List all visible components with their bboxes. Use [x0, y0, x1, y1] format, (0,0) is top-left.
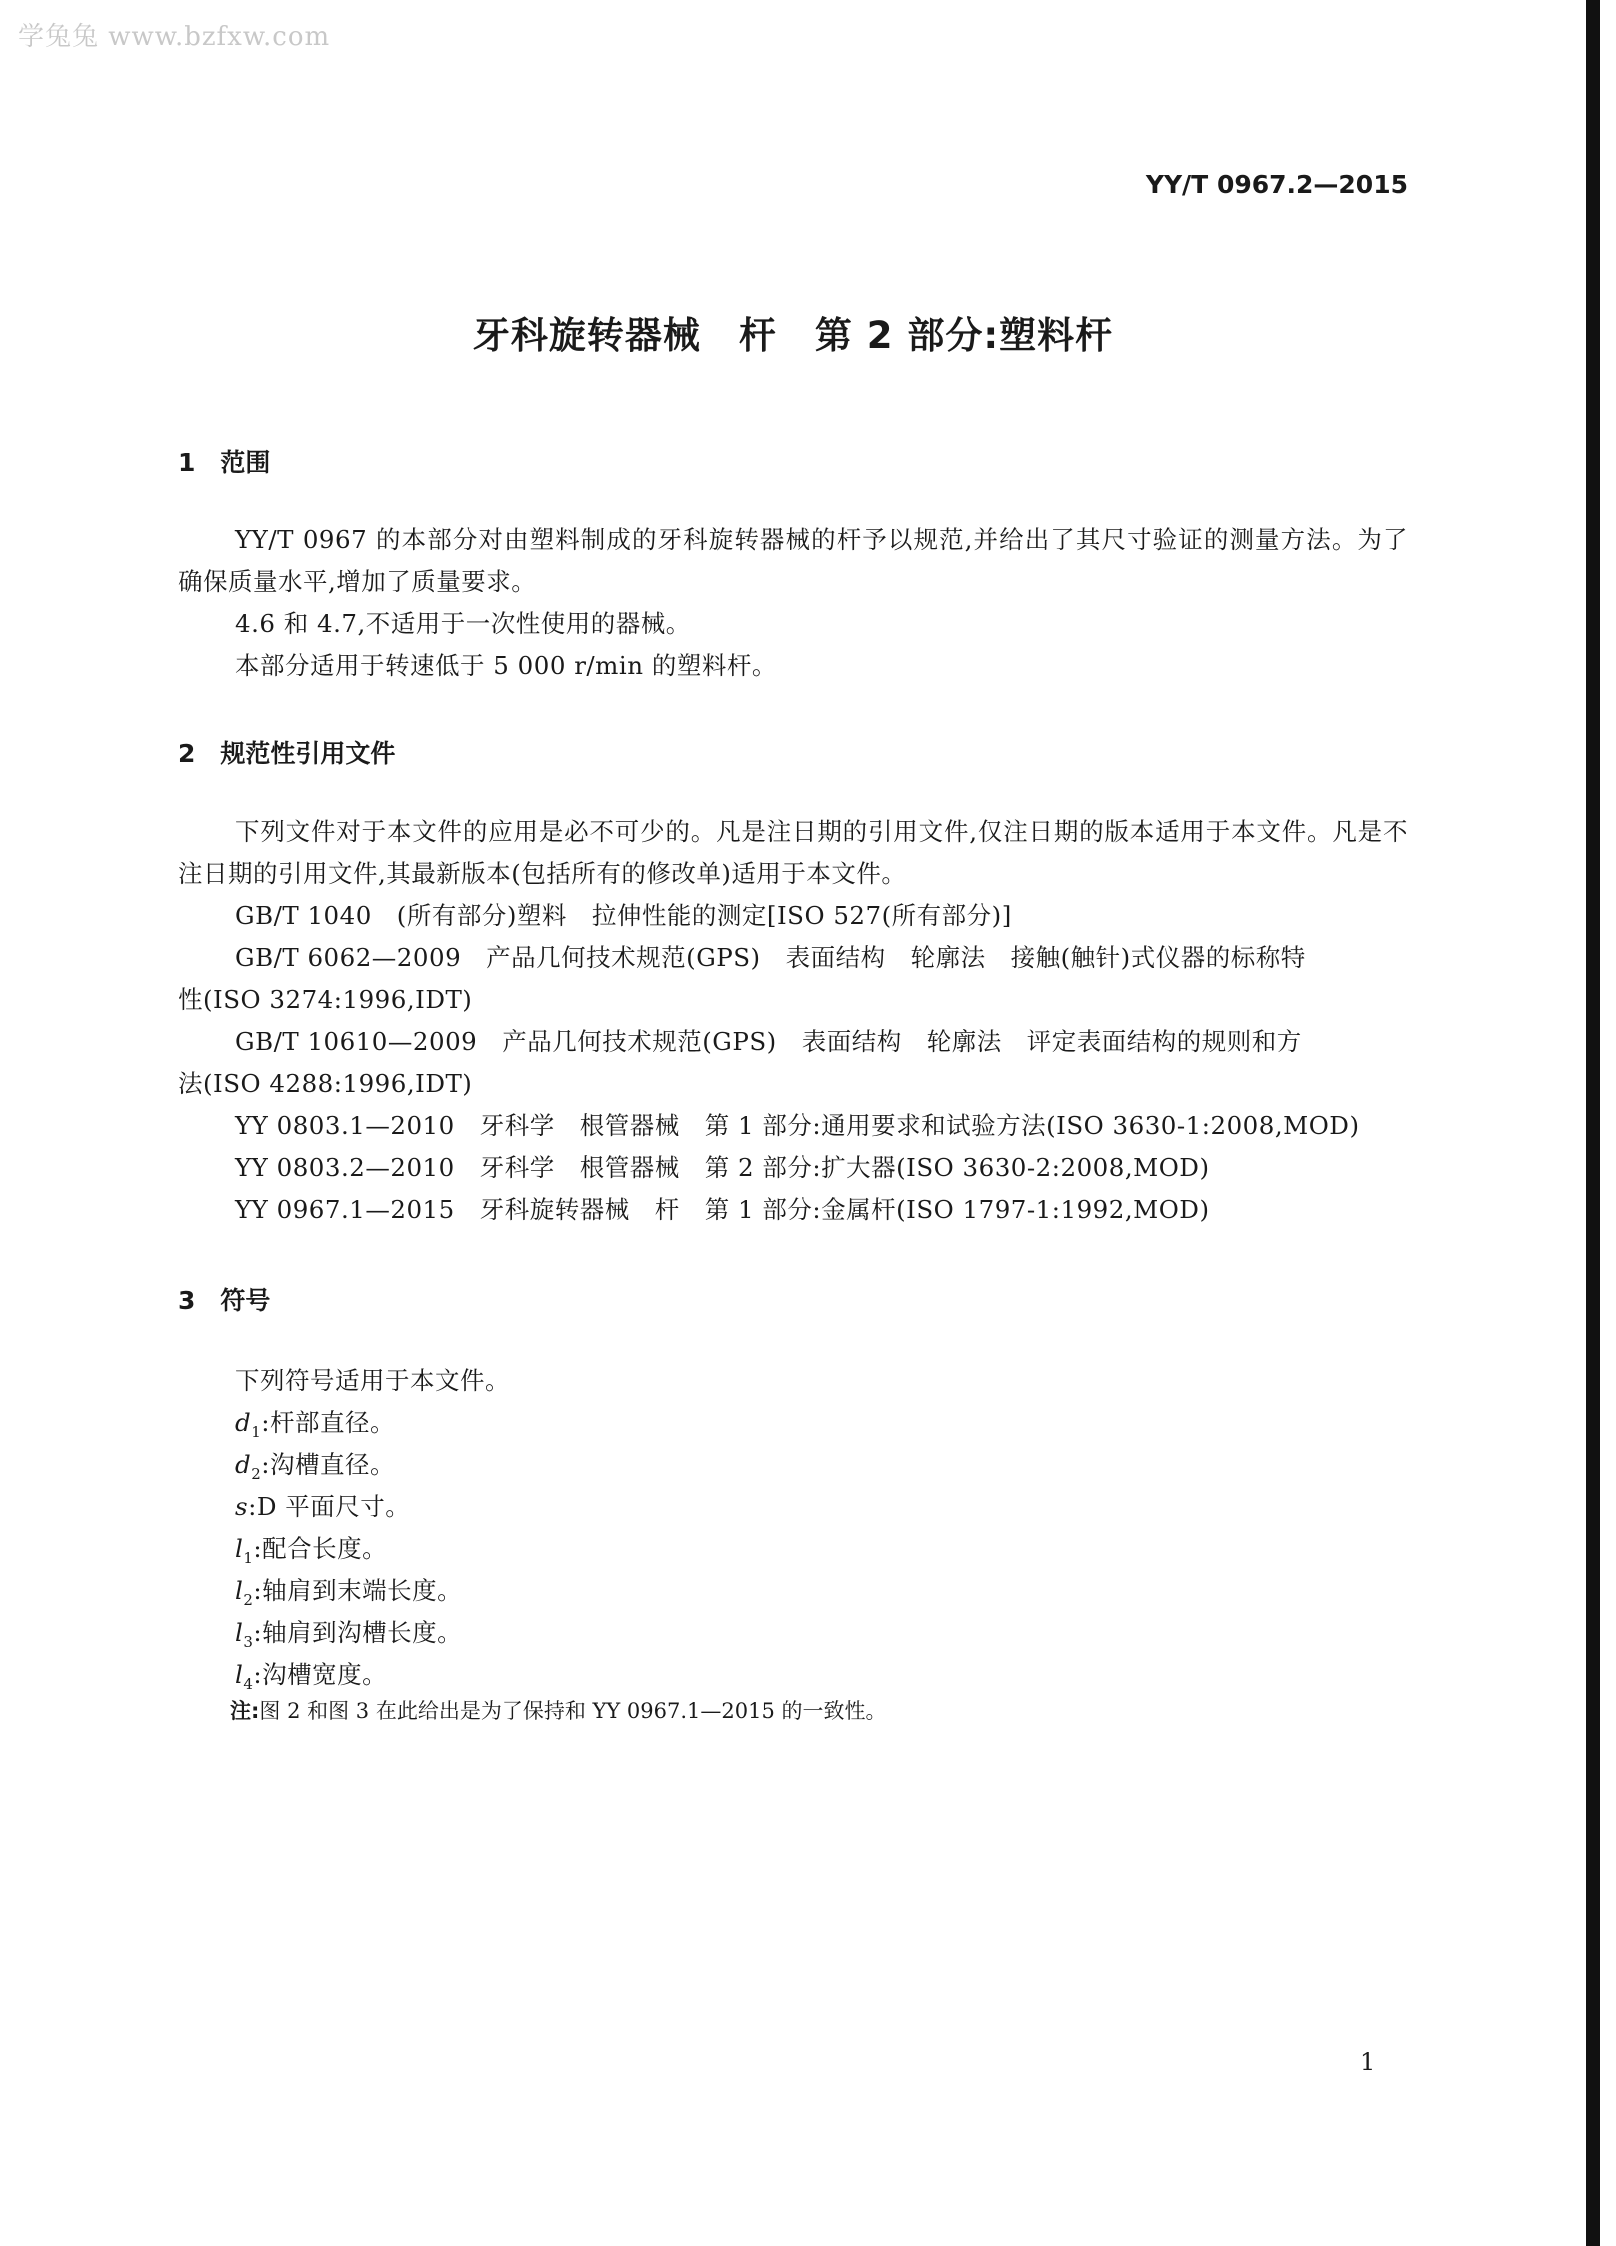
reference-entry-continuation: 性(ISO 3274:1996,IDT) — [178, 985, 473, 1014]
section-title: 符号 — [220, 1286, 271, 1315]
symbol: $l_4$ — [235, 1660, 254, 1693]
section-3-heading — [178, 1281, 270, 1317]
section-1-paragraph: YY/T 0967 的本部分对由塑料制成的牙科旋转器械的杆予以规范,并给出了其尺寸验证的测量方法。为了确保质量水平,增加了质量要求。 — [178, 525, 1408, 596]
section-title: 规范性引用文件 — [220, 739, 396, 768]
section-3-intro: 下列符号适用于本文件。 — [235, 1366, 510, 1395]
document-title: 牙科旋转器械 杆 第 2 部分:塑料杆 — [472, 314, 1114, 357]
reference-entry: GB/T 1040 (所有部分)塑料 拉伸性能的测定[ISO 527(所有部分)] — [235, 901, 1012, 930]
note-text: 图 2 和图 3 在此给出是为了保持和 YY 0967.1—2015 的一致性。 — [259, 1699, 887, 1723]
section-1-paragraph: 本部分适用于转速低于 5 000 r/min 的塑料杆。 — [235, 651, 777, 680]
symbol: $l_2$ — [235, 1576, 254, 1609]
reference-entry: YY 0803.1—2010 牙科学 根管器械 第 1 部分:通用要求和试验方法(ISO 3630-1:2008,MOD) — [235, 1111, 1360, 1140]
note — [230, 1695, 887, 1725]
section-2-intro: 下列文件对于本文件的应用是必不可少的。凡是注日期的引用文件,仅注日期的版本适用于本文件。凡是不注日期的引用文件,其最新版本(包括所有的修改单)适用于本文件。 — [178, 817, 1408, 888]
symbol: $d_2$ — [235, 1450, 262, 1483]
symbol-description: :轴肩到沟槽长度。 — [253, 1618, 463, 1647]
reference-entry: GB/T 6062—2009 产品几何技术规范(GPS) 表面结构 轮廓法 接触(触针)式仪器的标称特 — [235, 943, 1306, 972]
watermark: 学兔兔 www.bzfxw.com — [18, 22, 331, 52]
symbol-description: :D 平面尺寸。 — [248, 1492, 411, 1521]
section-1-heading — [178, 443, 270, 479]
symbol: $l_3$ — [235, 1618, 254, 1651]
reference-entry-continuation: 法(ISO 4288:1996,IDT) — [178, 1069, 473, 1098]
symbol: s — [235, 1492, 249, 1521]
section-number: 2 — [178, 739, 196, 768]
section-title: 范围 — [220, 448, 271, 477]
page-edge-bar — [1586, 0, 1600, 2246]
note-label: 注: — [230, 1699, 260, 1723]
reference-entry: YY 0967.1—2015 牙科旋转器械 杆 第 1 部分:金属杆(ISO 1797-1:1992,MOD) — [235, 1195, 1210, 1224]
section-number: 3 — [178, 1286, 196, 1315]
section-2-heading — [178, 734, 395, 770]
standard-code: YY/T 0967.2—2015 — [1145, 170, 1408, 199]
symbol: $l_1$ — [235, 1534, 254, 1567]
symbol-description: :轴肩到末端长度。 — [253, 1576, 463, 1605]
symbol-description: :杆部直径。 — [261, 1408, 395, 1437]
symbol-description: :沟槽直径。 — [261, 1450, 395, 1479]
symbol-description: :沟槽宽度。 — [253, 1660, 388, 1689]
reference-entry: GB/T 10610—2009 产品几何技术规范(GPS) 表面结构 轮廓法 评定表面结构的规则和方 — [235, 1027, 1302, 1056]
symbol-description: :配合长度。 — [253, 1534, 388, 1563]
page-number: 1 — [1360, 2048, 1376, 2076]
reference-entry: YY 0803.2—2010 牙科学 根管器械 第 2 部分:扩大器(ISO 3630-2:2008,MOD) — [235, 1153, 1210, 1182]
section-number: 1 — [178, 448, 196, 477]
symbol: $d_1$ — [235, 1408, 262, 1441]
section-1-paragraph: 4.6 和 4.7,不适用于一次性使用的器械。 — [235, 609, 691, 638]
